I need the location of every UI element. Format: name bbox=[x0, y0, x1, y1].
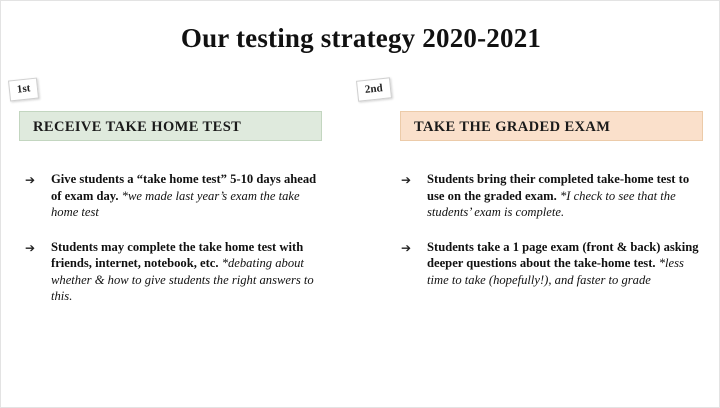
bullet-italic-note: *we made last year’s exam the take home test bbox=[51, 188, 300, 219]
bullet-italic-note: *less time to take (hopefully!), and faster to grade bbox=[427, 256, 684, 287]
list-item bbox=[25, 239, 325, 305]
bullet-bold-text: Give students a “take home test” 5-10 days ahead of exam day. bbox=[51, 172, 317, 203]
column-right bbox=[401, 171, 701, 306]
bullet-italic-note: *debating about whether & how to give students the right answers to this. bbox=[51, 256, 314, 303]
list-item bbox=[401, 171, 701, 221]
arrow-icon: ➔ bbox=[401, 240, 412, 255]
list-item bbox=[25, 171, 325, 221]
bullet-bold-text: Students take a 1 page exam (front & back) asking deeper questions about the take-home test. bbox=[427, 239, 699, 270]
column-header-receive-take-home-test: RECEIVE TAKE HOME TEST bbox=[19, 111, 322, 141]
bullet-text bbox=[51, 171, 325, 221]
bullet-text bbox=[427, 239, 701, 289]
step-tab-second: 2nd bbox=[356, 77, 392, 101]
bullet-bold-text: Students may complete the take home test with friends, internet, notebook, etc. bbox=[51, 239, 304, 270]
bullet-italic-note: *I check to see that the students’ exam is complete. bbox=[427, 188, 676, 219]
arrow-icon: ➔ bbox=[401, 173, 412, 187]
bullet-text bbox=[427, 171, 701, 221]
list-item bbox=[401, 239, 701, 289]
arrow-icon: ➔ bbox=[25, 173, 36, 187]
bullet-bold-text: Students bring their completed take-home test to use on the graded exam. bbox=[427, 172, 690, 203]
arrow-icon: ➔ bbox=[25, 240, 36, 255]
step-tab-first: 1st bbox=[8, 78, 39, 102]
page-title: Our testing strategy 2020-2021 bbox=[180, 23, 542, 53]
column-left bbox=[25, 171, 325, 323]
bullet-text bbox=[51, 239, 325, 305]
column-header-take-the-graded-exam: TAKE THE GRADED EXAM bbox=[400, 111, 703, 141]
